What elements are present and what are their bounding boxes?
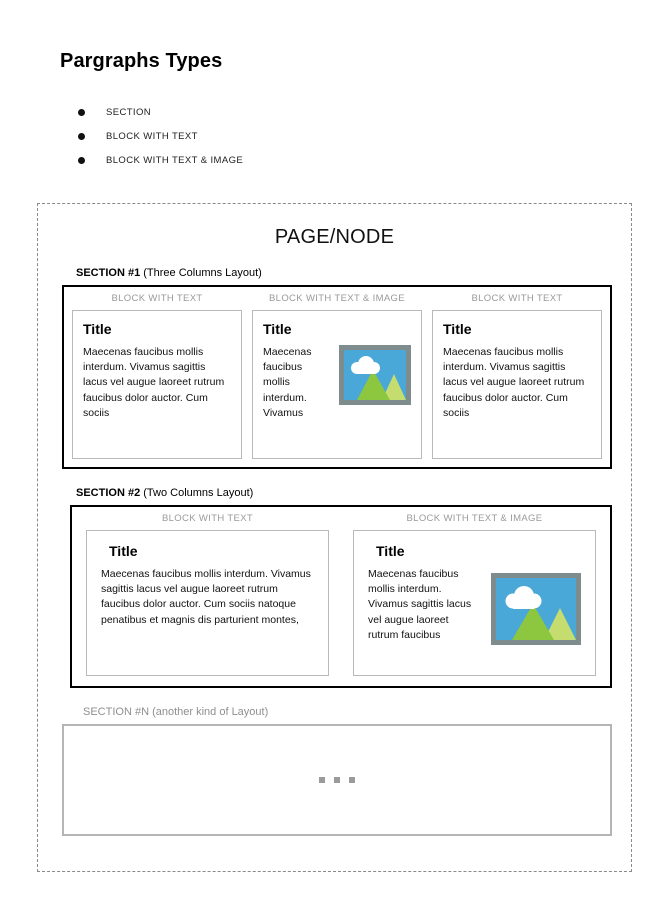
section-1-column-3 bbox=[432, 293, 602, 459]
page-node-container bbox=[37, 203, 632, 872]
section-2-label bbox=[76, 487, 631, 499]
block-with-text bbox=[72, 310, 242, 459]
ellipsis-dot bbox=[334, 777, 340, 783]
block-text-image-row bbox=[263, 345, 411, 421]
section-2-column-2 bbox=[353, 513, 596, 676]
section-2-box bbox=[70, 505, 612, 688]
section-n-box bbox=[62, 724, 612, 836]
legend-list bbox=[60, 100, 380, 172]
section-1-label bbox=[76, 267, 631, 279]
block-text-image-row bbox=[368, 567, 581, 645]
block-with-text bbox=[86, 530, 329, 676]
block-caption: BLOCK WITH TEXT bbox=[471, 293, 563, 304]
block-caption: BLOCK WITH TEXT bbox=[111, 293, 203, 304]
legend-item-label: BLOCK WITH TEXT bbox=[106, 130, 198, 142]
section-2-label-strong: SECTION #2 bbox=[76, 487, 141, 499]
section-n-label bbox=[83, 706, 631, 718]
block-with-text-and-image bbox=[353, 530, 596, 676]
section-1-box bbox=[62, 285, 612, 469]
ellipsis-dot bbox=[349, 777, 355, 783]
section-1-column-2 bbox=[252, 293, 422, 459]
block-body: Maecenas faucibus mollis interdum. Vivamus sagittis lacus vel augue laoreet rutrum faucibus dolor auctor. Cum sociis bbox=[443, 346, 585, 419]
block-caption: BLOCK WITH TEXT & IMAGE bbox=[406, 513, 543, 524]
block-caption: BLOCK WITH TEXT & IMAGE bbox=[269, 293, 405, 304]
legend-item-label: BLOCK WITH TEXT & IMAGE bbox=[106, 154, 244, 166]
ellipsis-icon bbox=[64, 777, 610, 783]
section-1-column-1 bbox=[72, 293, 242, 459]
block-caption: BLOCK WITH TEXT bbox=[161, 513, 254, 524]
section-2-label-rest: (Two Columns Layout) bbox=[140, 487, 254, 499]
block-body: Maecenas faucibus mollis interdum. Vivamus sagittis lacus vel augue laoreet rutrum faucibus bbox=[368, 568, 472, 641]
section-1-label-strong: SECTION #1 bbox=[76, 267, 141, 279]
bullet-icon bbox=[78, 109, 85, 116]
section-2-columns bbox=[72, 507, 610, 686]
image-placeholder-icon bbox=[339, 345, 411, 405]
page-node-title: PAGE/NODE bbox=[274, 226, 395, 248]
page-title: Pargraphs Types bbox=[60, 50, 223, 72]
block-title: Title bbox=[443, 321, 472, 337]
list-item bbox=[60, 148, 380, 172]
image-placeholder-icon bbox=[491, 573, 581, 645]
list-item bbox=[60, 100, 380, 124]
ellipsis-dot bbox=[319, 777, 325, 783]
section-1-columns bbox=[64, 287, 610, 467]
block-body: Maecenas faucibus mollis interdum. Vivamus sagittis lacus vel augue laoreet rutrum faucibus dolor auctor. Cum sociis bbox=[83, 346, 225, 419]
block-body: Maecenas faucibus mollis interdum. Vivamus sagittis lacus vel augue laoreet rutrum faucibus dolor auctor. Cum sociis natoque penatibus et magnis dis parturient montes, bbox=[101, 568, 311, 626]
section-n-label-rest: (another kind of Layout) bbox=[149, 706, 269, 718]
block-title: Title bbox=[109, 543, 138, 559]
list-item bbox=[60, 124, 380, 148]
bullet-icon bbox=[78, 133, 85, 140]
bullet-icon bbox=[78, 157, 85, 164]
block-with-text bbox=[432, 310, 602, 459]
block-title: Title bbox=[376, 543, 405, 559]
block-with-text-and-image bbox=[252, 310, 422, 459]
section-1-label-rest: (Three Columns Layout) bbox=[140, 267, 262, 279]
legend-item-label: SECTION bbox=[106, 106, 152, 118]
block-title: Title bbox=[83, 321, 112, 337]
block-title: Title bbox=[263, 321, 292, 337]
block-body: Maecenas faucibus mollis interdum. Vivamus bbox=[263, 346, 312, 419]
section-n-label-strong: SECTION #N bbox=[83, 706, 150, 718]
section-2-column-1 bbox=[86, 513, 329, 676]
